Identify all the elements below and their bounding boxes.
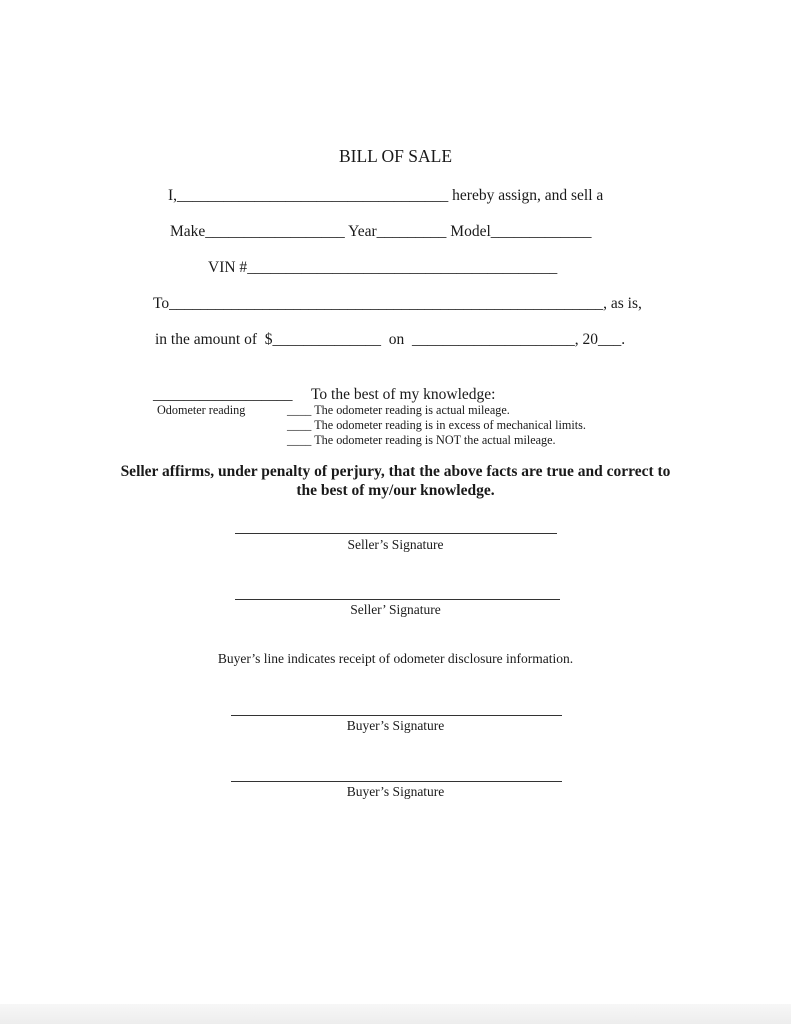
amount-date-line [155, 332, 625, 348]
on-label: on [381, 331, 413, 348]
odometer-option-check-blank[interactable]: ____ [287, 433, 312, 447]
seller-signature-line-1[interactable] [235, 533, 557, 534]
as-is-label: , as is, [603, 295, 642, 312]
seller-signature-label-1: Seller’s Signature [347, 537, 444, 552]
document-title: BILL OF SALE [338, 146, 453, 166]
year-prefix: , 20 [574, 331, 599, 348]
make-label: Make [170, 223, 206, 240]
to-label: To [153, 295, 170, 312]
buyer-note: Buyer’s line indicates receipt of odometer disclosure information. [217, 651, 574, 666]
year-label: Year [344, 223, 377, 240]
year-blank[interactable]: _________ [376, 223, 447, 240]
page-bottom-edge [0, 1004, 791, 1024]
buyer-name-blank[interactable]: ________________________________________________________ [169, 295, 604, 312]
odometer-option-check-blank[interactable]: ____ [287, 403, 312, 417]
seller-name-suffix: hereby assign, and sell a [448, 187, 604, 204]
amount-blank[interactable]: ______________ [272, 331, 382, 348]
odometer-option-excess [287, 419, 586, 431]
odometer-option-text: The odometer reading is actual mileage. [314, 403, 510, 417]
seller-signature-line-2[interactable] [235, 599, 560, 600]
seller-name-line [168, 188, 603, 204]
buyer-name-line [153, 296, 642, 312]
line-end-period: . [621, 331, 626, 348]
make-blank[interactable]: __________________ [205, 223, 345, 240]
buyer-signature-label-1: Buyer’s Signature [346, 718, 445, 733]
buyer-signature-line-2[interactable] [231, 781, 562, 782]
odometer-knowledge-label: To the best of my knowledge: [311, 386, 496, 403]
odometer-reading-label: Odometer reading [157, 403, 246, 417]
buyer-signature-line-1[interactable] [231, 715, 562, 716]
affirmation-line-2: the best of my/our knowledge. [296, 482, 495, 499]
odometer-option-check-blank[interactable]: ____ [287, 418, 312, 432]
odometer-reading-blank[interactable]: __________________ [153, 386, 293, 403]
vehicle-details-line [170, 224, 592, 240]
odometer-option-text: The odometer reading is NOT the actual mileage. [314, 433, 556, 447]
odometer-option-actual [287, 404, 510, 416]
date-blank[interactable]: _____________________ [412, 331, 575, 348]
vin-line [208, 260, 557, 276]
seller-name-prefix: I, [168, 187, 178, 204]
vin-label: VIN # [208, 259, 248, 276]
odometer-option-text: The odometer reading is in excess of mechanical limits. [314, 418, 586, 432]
model-blank[interactable]: _____________ [490, 223, 592, 240]
sale-year-blank[interactable]: ___ [598, 331, 622, 348]
vin-blank[interactable]: ________________________________________ [247, 259, 558, 276]
seller-signature-label-2: Seller’ Signature [350, 602, 441, 617]
seller-name-blank[interactable]: ___________________________________ [177, 187, 449, 204]
amount-label: in the amount of $ [155, 331, 273, 348]
model-label: Model [446, 223, 491, 240]
odometer-option-not-actual [287, 434, 556, 446]
buyer-signature-label-2: Buyer’s Signature [346, 784, 445, 799]
affirmation-line-1: Seller affirms, under penalty of perjury, that the above facts are true and correct to [120, 463, 671, 480]
